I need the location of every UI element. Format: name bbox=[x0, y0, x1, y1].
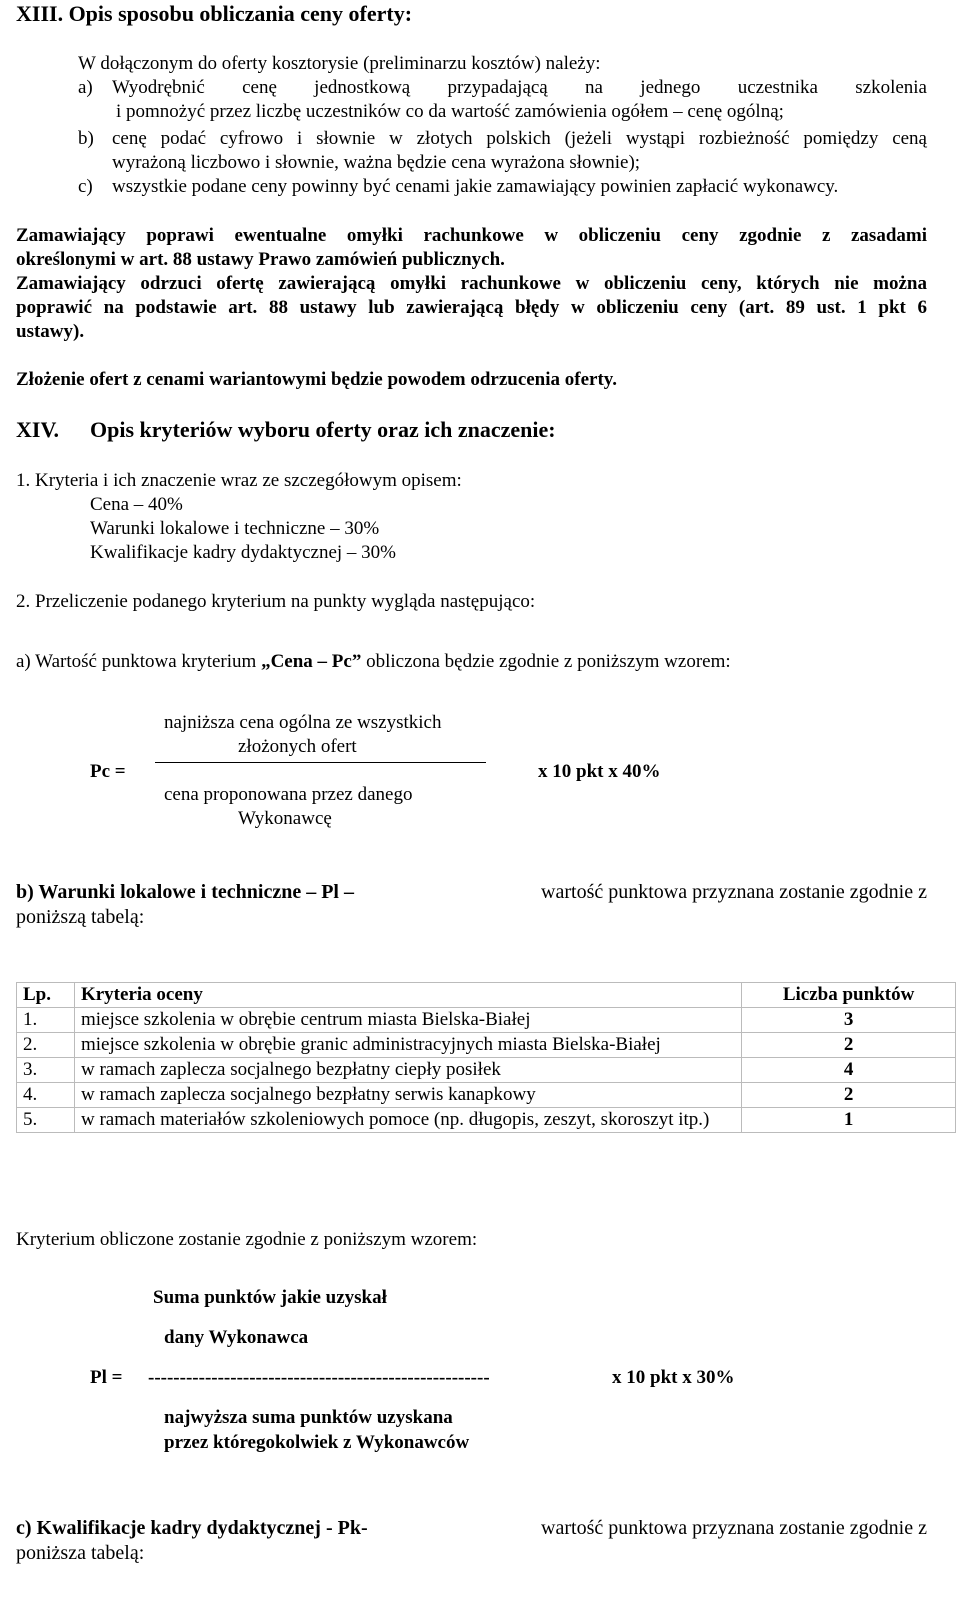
section-number-xiv: XIV. bbox=[16, 417, 60, 442]
row-lp: 2. bbox=[17, 1033, 75, 1058]
conversion-intro: 2. Przeliczenie podanego kryterium na punkty wygląda następująco: bbox=[16, 591, 536, 612]
row-points: 2 bbox=[742, 1083, 956, 1108]
row-desc: w ramach materiałów szkoleniowych pomoce (np. długopis, zeszyt, skoroszyt itp.) bbox=[74, 1108, 741, 1133]
list-marker-c: c) bbox=[78, 176, 93, 197]
conditions-intro-line1 bbox=[16, 880, 927, 904]
pc-fraction-bar bbox=[155, 762, 486, 763]
criterion-conditions: Warunki lokalowe i techniczne – 30% bbox=[90, 518, 380, 539]
pl-label: Pl = bbox=[90, 1367, 123, 1388]
para-correction-line1: Zamawiający poprawi ewentualne omyłki rachunkowe w obliczeniu ceny zgodnie z zasadami bbox=[16, 225, 927, 246]
pc-denominator-line1: cena proponowana przez danego bbox=[164, 784, 413, 805]
pl-fraction-dashes: ------------------------------------------------------ bbox=[148, 1367, 490, 1388]
conditions-intro-bold: b) Warunki lokalowe i techniczne – Pl – bbox=[16, 881, 354, 903]
table-header-row bbox=[17, 983, 956, 1008]
row-lp: 1. bbox=[17, 1008, 75, 1033]
list-item-b-line2: wyrażoną liczbowo i słownie, ważna będzie cena wyrażona słownie); bbox=[112, 152, 641, 173]
para-correction-line2: określonymi w art. 88 ustawy Prawo zamówień publicznych. bbox=[16, 249, 505, 270]
pc-numerator-line2: złożonych ofert bbox=[238, 736, 357, 757]
header-points: Liczba punktów bbox=[742, 983, 956, 1008]
header-lp: Lp. bbox=[17, 983, 75, 1008]
para-rejection-line1: Zamawiający odrzuci ofertę zawierającą omyłki rachunkowe w obliczeniu ceny, których nie można bbox=[16, 273, 927, 294]
pl-denominator-line2: przez któregokolwiek z Wykonawców bbox=[164, 1432, 470, 1453]
row-desc: w ramach zaplecza socjalnego bezpłatny ciepły posiłek bbox=[74, 1058, 741, 1083]
row-lp: 4. bbox=[17, 1083, 75, 1108]
conditions-intro-line2: poniższą tabelą: bbox=[16, 906, 145, 928]
row-desc: miejsce szkolenia w obrębie centrum miasta Bielska-Białej bbox=[74, 1008, 741, 1033]
section-heading-xiv: Opis kryteriów wyboru oferty oraz ich znaczenie: bbox=[90, 417, 556, 442]
pc-label: Pc = bbox=[90, 761, 126, 782]
pl-formula-intro: Kryterium obliczone zostanie zgodnie z poniższym wzorem: bbox=[16, 1229, 478, 1250]
pl-numerator-line1: Suma punktów jakie uzyskał bbox=[153, 1287, 387, 1308]
pl-factor: x 10 pkt x 30% bbox=[612, 1367, 735, 1388]
qualifications-intro-line2: poniższa tabelą: bbox=[16, 1542, 145, 1564]
price-intro-post: obliczona będzie zgodnie z poniższym wzorem: bbox=[361, 651, 731, 672]
qualifications-intro-rest: wartość punktowa przyznana zostanie zgodnie z bbox=[541, 1517, 927, 1539]
conditions-intro-rest: wartość punktowa przyznana zostanie zgodnie z bbox=[541, 881, 927, 903]
row-points: 4 bbox=[742, 1058, 956, 1083]
criteria-intro: 1. Kryteria i ich znaczenie wraz ze szczegółowym opisem: bbox=[16, 470, 462, 491]
table-row bbox=[17, 1058, 956, 1083]
list-item-a-line1: Wyodrębnić cenę jednostkową przypadającą na jednego uczestnika szkolenia bbox=[112, 77, 927, 98]
para-rejection-line2: poprawić na podstawie art. 88 ustawy lub zawierającą błędy w obliczeniu ceny (art. 89 ust. 1 pkt 6 bbox=[16, 297, 927, 318]
qualifications-intro-bold: c) Kwalifikacje kadry dydaktycznej - Pk- bbox=[16, 1517, 368, 1539]
pl-denominator-line1: najwyższa suma punktów uzyskana bbox=[164, 1407, 453, 1428]
row-desc: miejsce szkolenia w obrębie granic administracyjnych miasta Bielska-Białej bbox=[74, 1033, 741, 1058]
table-row bbox=[17, 1108, 956, 1133]
pc-denominator-line2: Wykonawcę bbox=[238, 808, 332, 829]
criterion-price: Cena – 40% bbox=[90, 494, 183, 515]
list-item-a-line2: i pomnożyć przez liczbę uczestników co da wartość zamówienia ogółem – cenę ogólną; bbox=[116, 101, 784, 122]
pc-numerator-line1: najniższa cena ogólna ze wszystkich bbox=[164, 712, 442, 733]
row-points: 2 bbox=[742, 1033, 956, 1058]
list-item-c-line1: wszystkie podane ceny powinny być cenami jakie zamawiający powinien zapłacić wykonawcy. bbox=[112, 176, 839, 197]
qualifications-intro-line1 bbox=[16, 1516, 927, 1540]
row-desc: w ramach zaplecza socjalnego bezpłatny serwis kanapkowy bbox=[74, 1083, 741, 1108]
section-heading-xiii: XIII. Opis sposobu obliczania ceny oferty: bbox=[16, 1, 413, 26]
intro-text: W dołączonym do oferty kosztorysie (preliminarzu kosztów) należy: bbox=[78, 53, 601, 74]
row-lp: 3. bbox=[17, 1058, 75, 1083]
price-intro-bold: „Cena – Pc” bbox=[261, 651, 362, 672]
price-criterion-intro bbox=[16, 650, 731, 674]
row-points: 1 bbox=[742, 1108, 956, 1133]
conditions-table bbox=[16, 982, 956, 1133]
pc-factor: x 10 pkt x 40% bbox=[538, 761, 661, 782]
table-row bbox=[17, 1033, 956, 1058]
criterion-qualifications: Kwalifikacje kadry dydaktycznej – 30% bbox=[90, 542, 396, 563]
price-intro-pre: a) Wartość punktowa kryterium bbox=[16, 651, 262, 672]
table-row bbox=[17, 1008, 956, 1033]
header-criteria: Kryteria oceny bbox=[74, 983, 741, 1008]
list-marker-a: a) bbox=[78, 77, 93, 98]
row-points: 3 bbox=[742, 1008, 956, 1033]
pl-numerator-line2: dany Wykonawca bbox=[164, 1327, 309, 1348]
list-marker-b: b) bbox=[78, 128, 94, 149]
para-rejection-line3: ustawy). bbox=[16, 321, 85, 342]
para-variant-offers: Złożenie ofert z cenami wariantowymi będzie powodem odrzucenia oferty. bbox=[16, 369, 618, 390]
row-lp: 5. bbox=[17, 1108, 75, 1133]
table-row bbox=[17, 1083, 956, 1108]
list-item-b-line1: cenę podać cyfrowo i słownie w złotych polskich (jeżeli wystąpi rozbieżność pomiędzy ceną bbox=[112, 128, 927, 149]
